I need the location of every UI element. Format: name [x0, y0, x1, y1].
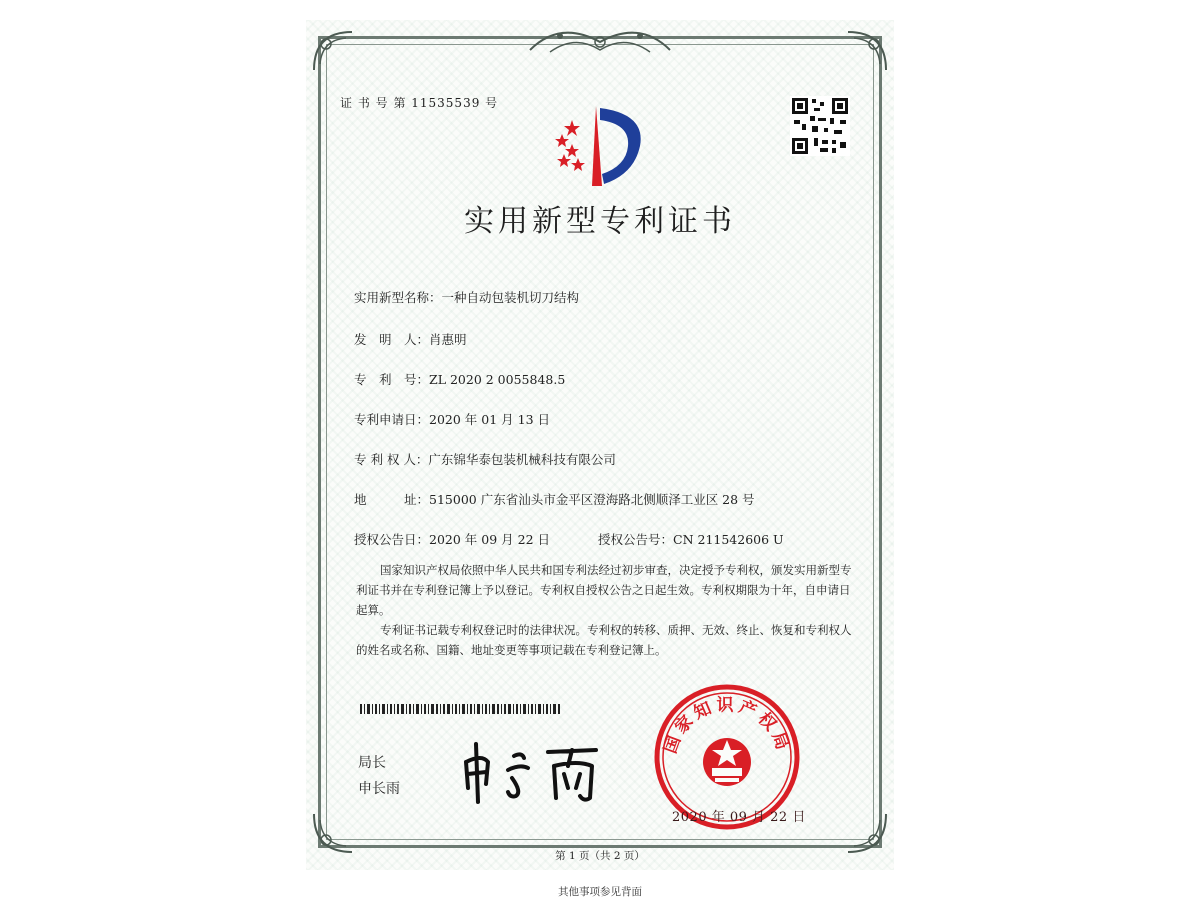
certificate-sheet: [306, 20, 894, 870]
field-label: 发 明 人：: [354, 332, 430, 347]
field-address: [354, 490, 755, 508]
field-label: 专 利 号：: [354, 372, 430, 387]
director-title: 局长: [358, 755, 386, 771]
field-value: CN 211542606 U: [673, 532, 784, 547]
field-patent-number: [354, 370, 565, 388]
qr-code-icon: [790, 96, 850, 156]
field-label: 专 利 权 人：: [354, 452, 429, 467]
legal-status-paragraph: 专利证书记载专利权登记时的法律状况。专利权的转移、质押、无效、终止、恢复和专利权人的姓名或名称、国籍、地址变更等事项记载在专利登记簿上。: [356, 623, 852, 657]
field-value: 广东锦华泰包装机械科技有限公司: [428, 452, 616, 467]
certificate-title: 实用新型专利证书: [464, 204, 736, 239]
field-label: 授权公告日：: [354, 532, 430, 547]
field-label: 地 址：: [354, 492, 430, 507]
corner-ornament-icon: [310, 28, 356, 74]
field-value: 2020 年 01 月 13 日: [429, 412, 551, 427]
footer-note: 其他事项参见背面: [558, 886, 642, 898]
patent-office-logo-icon: [542, 100, 652, 190]
seal-date: 2020 年 09 月 22 日: [672, 810, 806, 825]
field-value: ZL 2020 2 0055848.5: [429, 372, 566, 387]
field-label: 授权公告号：: [598, 532, 674, 547]
field-grant-number: [598, 530, 784, 548]
director-name: 申长雨: [358, 781, 400, 797]
certificate-number: 证 书 号 第 11535539 号: [340, 96, 499, 110]
field-inventor: [354, 330, 467, 348]
field-label: 实用新型名称：: [354, 290, 442, 305]
field-grant-date: [354, 530, 550, 548]
field-value: 一种自动包装机切刀结构: [441, 290, 580, 305]
field-value: 2020 年 09 月 22 日: [429, 532, 551, 547]
field-patentee: [354, 450, 616, 468]
field-filing-date: [354, 410, 550, 428]
corner-ornament-icon: [844, 28, 890, 74]
page-number: 第 1 页（共 2 页）: [555, 850, 645, 862]
seal-text: 国家知识产权局: [660, 695, 794, 757]
field-value: 515000 广东省汕头市金平区澄海路北侧顺泽工业区 28 号: [429, 492, 755, 507]
handwritten-signature-icon: [456, 736, 606, 806]
field-value: 肖惠明: [429, 332, 467, 347]
field-label: 专利申请日：: [354, 412, 430, 427]
statement-paragraph: 国家知识产权局依照中华人民共和国专利法经过初步审查，决定授予专利权，颁发实用新型专利证书并在专利登记簿上予以登记。专利权自授权公告之日起生效。专利权期限为十年，自申请日起算。: [356, 563, 852, 617]
barcode-icon: [360, 704, 560, 714]
top-ornament-icon: [520, 20, 680, 60]
field-name: [354, 288, 579, 306]
